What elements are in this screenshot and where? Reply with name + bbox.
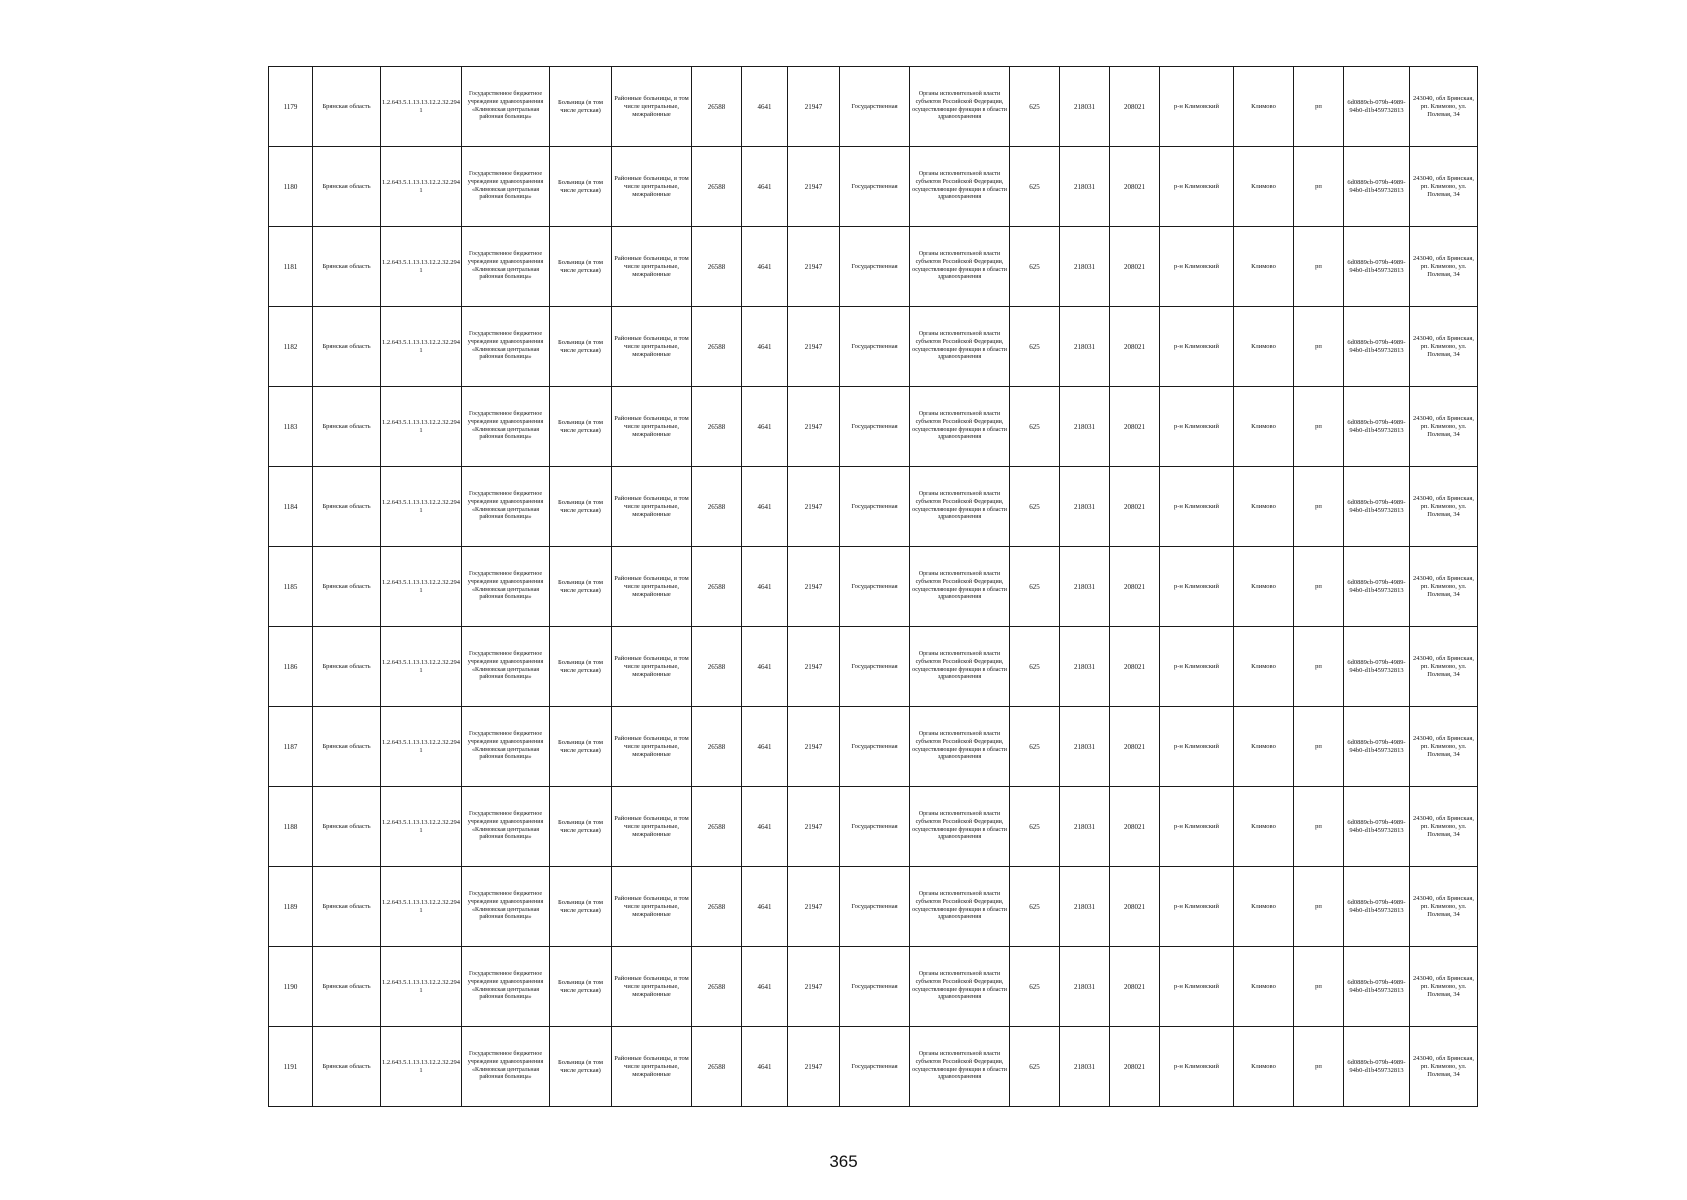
ownership-cell: Государственная xyxy=(840,627,910,707)
numeric-cell-4: 625 xyxy=(1010,1027,1060,1107)
numeric-cell-4: 625 xyxy=(1010,867,1060,947)
ownership-cell: Государственная xyxy=(840,67,910,147)
numeric-cell-1: 26588 xyxy=(692,227,742,307)
numeric-cell-2: 4641 xyxy=(742,947,788,1027)
organization-name-cell: Государственное бюджетное учреждение здравоохранения «Климовская центральная районная больница» xyxy=(462,307,550,387)
organization-name-cell: Государственное бюджетное учреждение здравоохранения «Климовская центральная районная больница» xyxy=(462,867,550,947)
numeric-cell-3: 21947 xyxy=(788,627,840,707)
facility-kind-cell: Больница (в том числе детская) xyxy=(550,147,612,227)
row-number: 1186 xyxy=(269,627,313,707)
address-cell: 243040, обл Брянская, рп. Климово, ул. Полевая, 34 xyxy=(1410,467,1478,547)
ownership-cell: Государственная xyxy=(840,387,910,467)
organization-name-cell: Государственное бюджетное учреждение здравоохранения «Климовская центральная районная больница» xyxy=(462,147,550,227)
authority-cell: Органы исполнительной власти субъектов Российской Федерации, осуществляющие функции в области здравоохранения xyxy=(910,467,1010,547)
numeric-cell-2: 4641 xyxy=(742,787,788,867)
guid-cell: 6d0889cb-079b-4989-94b0-d1b459732813 xyxy=(1344,147,1410,227)
numeric-cell-6: 208021 xyxy=(1110,387,1160,467)
numeric-cell-5: 218031 xyxy=(1060,387,1110,467)
facility-type-cell: Районные больницы, в том числе центральные, межрайонные xyxy=(612,1027,692,1107)
row-number: 1187 xyxy=(269,707,313,787)
ownership-cell: Государственная xyxy=(840,547,910,627)
table-row xyxy=(269,467,1478,547)
locality-cell: Климово xyxy=(1234,867,1294,947)
locality-type-cell: рп xyxy=(1294,547,1344,627)
table-row xyxy=(269,707,1478,787)
guid-cell: 6d0889cb-079b-4989-94b0-d1b459732813 xyxy=(1344,387,1410,467)
numeric-cell-1: 26588 xyxy=(692,387,742,467)
page-number: 365 xyxy=(829,1152,858,1171)
locality-type-cell: рп xyxy=(1294,947,1344,1027)
numeric-cell-2: 4641 xyxy=(742,147,788,227)
numeric-cell-4: 625 xyxy=(1010,627,1060,707)
locality-cell: Климово xyxy=(1234,547,1294,627)
numeric-cell-6: 208021 xyxy=(1110,947,1160,1027)
row-number: 1182 xyxy=(269,307,313,387)
facility-kind-cell: Больница (в том числе детская) xyxy=(550,787,612,867)
oid-code-cell: 1.2.643.5.1.13.13.12.2.32.294 1 xyxy=(381,307,462,387)
oid-code-cell: 1.2.643.5.1.13.13.12.2.32.294 1 xyxy=(381,867,462,947)
locality-type-cell: рп xyxy=(1294,707,1344,787)
numeric-cell-3: 21947 xyxy=(788,227,840,307)
locality-type-cell: рп xyxy=(1294,67,1344,147)
facility-kind-cell: Больница (в том числе детская) xyxy=(550,387,612,467)
guid-cell: 6d0889cb-079b-4989-94b0-d1b459732813 xyxy=(1344,307,1410,387)
numeric-cell-6: 208021 xyxy=(1110,707,1160,787)
guid-cell: 6d0889cb-079b-4989-94b0-d1b459732813 xyxy=(1344,627,1410,707)
guid-cell: 6d0889cb-079b-4989-94b0-d1b459732813 xyxy=(1344,67,1410,147)
oid-code-cell: 1.2.643.5.1.13.13.12.2.32.294 1 xyxy=(381,787,462,867)
region-cell: Брянская область xyxy=(313,147,381,227)
district-cell: р-н Климовский xyxy=(1160,547,1234,627)
region-cell: Брянская область xyxy=(313,707,381,787)
row-number: 1185 xyxy=(269,547,313,627)
authority-cell: Органы исполнительной власти субъектов Российской Федерации, осуществляющие функции в области здравоохранения xyxy=(910,1027,1010,1107)
numeric-cell-3: 21947 xyxy=(788,787,840,867)
region-cell: Брянская область xyxy=(313,67,381,147)
numeric-cell-2: 4641 xyxy=(742,867,788,947)
organization-name-cell: Государственное бюджетное учреждение здравоохранения «Климовская центральная районная больница» xyxy=(462,227,550,307)
guid-cell: 6d0889cb-079b-4989-94b0-d1b459732813 xyxy=(1344,707,1410,787)
ownership-cell: Государственная xyxy=(840,867,910,947)
numeric-cell-2: 4641 xyxy=(742,467,788,547)
organization-name-cell: Государственное бюджетное учреждение здравоохранения «Климовская центральная районная больница» xyxy=(462,947,550,1027)
organization-name-cell: Государственное бюджетное учреждение здравоохранения «Климовская центральная районная больница» xyxy=(462,67,550,147)
facility-kind-cell: Больница (в том числе детская) xyxy=(550,627,612,707)
region-cell: Брянская область xyxy=(313,947,381,1027)
registry-table xyxy=(268,66,1478,1107)
address-cell: 243040, обл Брянская, рп. Климово, ул. Полевая, 34 xyxy=(1410,627,1478,707)
district-cell: р-н Климовский xyxy=(1160,387,1234,467)
table-row xyxy=(269,947,1478,1027)
numeric-cell-1: 26588 xyxy=(692,707,742,787)
table-row xyxy=(269,307,1478,387)
address-cell: 243040, обл Брянская, рп. Климово, ул. Полевая, 34 xyxy=(1410,67,1478,147)
numeric-cell-1: 26588 xyxy=(692,147,742,227)
numeric-cell-6: 208021 xyxy=(1110,307,1160,387)
guid-cell: 6d0889cb-079b-4989-94b0-d1b459732813 xyxy=(1344,867,1410,947)
district-cell: р-н Климовский xyxy=(1160,627,1234,707)
authority-cell: Органы исполнительной власти субъектов Российской Федерации, осуществляющие функции в области здравоохранения xyxy=(910,307,1010,387)
region-cell: Брянская область xyxy=(313,307,381,387)
row-number: 1183 xyxy=(269,387,313,467)
facility-kind-cell: Больница (в том числе детская) xyxy=(550,707,612,787)
numeric-cell-1: 26588 xyxy=(692,67,742,147)
address-cell: 243040, обл Брянская, рп. Климово, ул. Полевая, 34 xyxy=(1410,147,1478,227)
authority-cell: Органы исполнительной власти субъектов Российской Федерации, осуществляющие функции в области здравоохранения xyxy=(910,787,1010,867)
locality-type-cell: рп xyxy=(1294,227,1344,307)
table-row xyxy=(269,67,1478,147)
locality-cell: Климово xyxy=(1234,67,1294,147)
numeric-cell-3: 21947 xyxy=(788,67,840,147)
numeric-cell-4: 625 xyxy=(1010,147,1060,227)
numeric-cell-5: 218031 xyxy=(1060,787,1110,867)
numeric-cell-3: 21947 xyxy=(788,147,840,227)
oid-code-cell: 1.2.643.5.1.13.13.12.2.32.294 1 xyxy=(381,227,462,307)
numeric-cell-3: 21947 xyxy=(788,707,840,787)
facility-type-cell: Районные больницы, в том числе центральные, межрайонные xyxy=(612,947,692,1027)
district-cell: р-н Климовский xyxy=(1160,467,1234,547)
numeric-cell-5: 218031 xyxy=(1060,947,1110,1027)
row-number: 1190 xyxy=(269,947,313,1027)
organization-name-cell: Государственное бюджетное учреждение здравоохранения «Климовская центральная районная больница» xyxy=(462,627,550,707)
locality-cell: Климово xyxy=(1234,387,1294,467)
facility-kind-cell: Больница (в том числе детская) xyxy=(550,467,612,547)
numeric-cell-4: 625 xyxy=(1010,227,1060,307)
locality-cell: Климово xyxy=(1234,307,1294,387)
ownership-cell: Государственная xyxy=(840,947,910,1027)
authority-cell: Органы исполнительной власти субъектов Российской Федерации, осуществляющие функции в области здравоохранения xyxy=(910,947,1010,1027)
numeric-cell-4: 625 xyxy=(1010,467,1060,547)
district-cell: р-н Климовский xyxy=(1160,947,1234,1027)
ownership-cell: Государственная xyxy=(840,467,910,547)
locality-type-cell: рп xyxy=(1294,147,1344,227)
address-cell: 243040, обл Брянская, рп. Климово, ул. Полевая, 34 xyxy=(1410,1027,1478,1107)
facility-kind-cell: Больница (в том числе детская) xyxy=(550,867,612,947)
ownership-cell: Государственная xyxy=(840,147,910,227)
table-row xyxy=(269,227,1478,307)
locality-type-cell: рп xyxy=(1294,1027,1344,1107)
address-cell: 243040, обл Брянская, рп. Климово, ул. Полевая, 34 xyxy=(1410,387,1478,467)
locality-cell: Климово xyxy=(1234,147,1294,227)
guid-cell: 6d0889cb-079b-4989-94b0-d1b459732813 xyxy=(1344,1027,1410,1107)
organization-name-cell: Государственное бюджетное учреждение здравоохранения «Климовская центральная районная больница» xyxy=(462,467,550,547)
facility-type-cell: Районные больницы, в том числе центральные, межрайонные xyxy=(612,307,692,387)
district-cell: р-н Климовский xyxy=(1160,787,1234,867)
locality-cell: Климово xyxy=(1234,627,1294,707)
ownership-cell: Государственная xyxy=(840,307,910,387)
numeric-cell-1: 26588 xyxy=(692,307,742,387)
numeric-cell-2: 4641 xyxy=(742,67,788,147)
numeric-cell-4: 625 xyxy=(1010,707,1060,787)
guid-cell: 6d0889cb-079b-4989-94b0-d1b459732813 xyxy=(1344,467,1410,547)
facility-kind-cell: Больница (в том числе детская) xyxy=(550,307,612,387)
numeric-cell-2: 4641 xyxy=(742,627,788,707)
facility-type-cell: Районные больницы, в том числе центральные, межрайонные xyxy=(612,707,692,787)
locality-cell: Климово xyxy=(1234,1027,1294,1107)
facility-kind-cell: Больница (в том числе детская) xyxy=(550,1027,612,1107)
oid-code-cell: 1.2.643.5.1.13.13.12.2.32.294 1 xyxy=(381,627,462,707)
table-row xyxy=(269,867,1478,947)
numeric-cell-4: 625 xyxy=(1010,547,1060,627)
numeric-cell-6: 208021 xyxy=(1110,787,1160,867)
district-cell: р-н Климовский xyxy=(1160,227,1234,307)
row-number: 1180 xyxy=(269,147,313,227)
locality-cell: Климово xyxy=(1234,947,1294,1027)
facility-type-cell: Районные больницы, в том числе центральные, межрайонные xyxy=(612,387,692,467)
numeric-cell-3: 21947 xyxy=(788,307,840,387)
region-cell: Брянская область xyxy=(313,787,381,867)
numeric-cell-1: 26588 xyxy=(692,627,742,707)
numeric-cell-5: 218031 xyxy=(1060,627,1110,707)
authority-cell: Органы исполнительной власти субъектов Российской Федерации, осуществляющие функции в области здравоохранения xyxy=(910,707,1010,787)
numeric-cell-2: 4641 xyxy=(742,547,788,627)
numeric-cell-6: 208021 xyxy=(1110,467,1160,547)
oid-code-cell: 1.2.643.5.1.13.13.12.2.32.294 1 xyxy=(381,467,462,547)
oid-code-cell: 1.2.643.5.1.13.13.12.2.32.294 1 xyxy=(381,67,462,147)
facility-kind-cell: Больница (в том числе детская) xyxy=(550,947,612,1027)
row-number: 1191 xyxy=(269,1027,313,1107)
locality-type-cell: рп xyxy=(1294,387,1344,467)
numeric-cell-5: 218031 xyxy=(1060,227,1110,307)
numeric-cell-5: 218031 xyxy=(1060,467,1110,547)
numeric-cell-1: 26588 xyxy=(692,867,742,947)
locality-type-cell: рп xyxy=(1294,467,1344,547)
district-cell: р-н Климовский xyxy=(1160,867,1234,947)
locality-cell: Климово xyxy=(1234,227,1294,307)
numeric-cell-4: 625 xyxy=(1010,387,1060,467)
oid-code-cell: 1.2.643.5.1.13.13.12.2.32.294 1 xyxy=(381,1027,462,1107)
numeric-cell-3: 21947 xyxy=(788,867,840,947)
row-number: 1179 xyxy=(269,67,313,147)
address-cell: 243040, обл Брянская, рп. Климово, ул. Полевая, 34 xyxy=(1410,707,1478,787)
numeric-cell-5: 218031 xyxy=(1060,147,1110,227)
numeric-cell-1: 26588 xyxy=(692,1027,742,1107)
facility-kind-cell: Больница (в том числе детская) xyxy=(550,547,612,627)
facility-type-cell: Районные больницы, в том числе центральные, межрайонные xyxy=(612,867,692,947)
numeric-cell-6: 208021 xyxy=(1110,867,1160,947)
address-cell: 243040, обл Брянская, рп. Климово, ул. Полевая, 34 xyxy=(1410,947,1478,1027)
address-cell: 243040, обл Брянская, рп. Климово, ул. Полевая, 34 xyxy=(1410,787,1478,867)
facility-kind-cell: Больница (в том числе детская) xyxy=(550,67,612,147)
oid-code-cell: 1.2.643.5.1.13.13.12.2.32.294 1 xyxy=(381,947,462,1027)
address-cell: 243040, обл Брянская, рп. Климово, ул. Полевая, 34 xyxy=(1410,547,1478,627)
organization-name-cell: Государственное бюджетное учреждение здравоохранения «Климовская центральная районная больница» xyxy=(462,707,550,787)
ownership-cell: Государственная xyxy=(840,227,910,307)
address-cell: 243040, обл Брянская, рп. Климово, ул. Полевая, 34 xyxy=(1410,227,1478,307)
facility-type-cell: Районные больницы, в том числе центральные, межрайонные xyxy=(612,227,692,307)
facility-type-cell: Районные больницы, в том числе центральные, межрайонные xyxy=(612,547,692,627)
numeric-cell-1: 26588 xyxy=(692,947,742,1027)
locality-type-cell: рп xyxy=(1294,307,1344,387)
oid-code-cell: 1.2.643.5.1.13.13.12.2.32.294 1 xyxy=(381,147,462,227)
numeric-cell-3: 21947 xyxy=(788,547,840,627)
locality-type-cell: рп xyxy=(1294,787,1344,867)
numeric-cell-3: 21947 xyxy=(788,1027,840,1107)
numeric-cell-4: 625 xyxy=(1010,947,1060,1027)
numeric-cell-2: 4641 xyxy=(742,307,788,387)
locality-cell: Климово xyxy=(1234,787,1294,867)
district-cell: р-н Климовский xyxy=(1160,307,1234,387)
region-cell: Брянская область xyxy=(313,227,381,307)
numeric-cell-3: 21947 xyxy=(788,947,840,1027)
facility-type-cell: Районные больницы, в том числе центральные, межрайонные xyxy=(612,67,692,147)
authority-cell: Органы исполнительной власти субъектов Российской Федерации, осуществляющие функции в области здравоохранения xyxy=(910,387,1010,467)
oid-code-cell: 1.2.643.5.1.13.13.12.2.32.294 1 xyxy=(381,547,462,627)
address-cell: 243040, обл Брянская, рп. Климово, ул. Полевая, 34 xyxy=(1410,867,1478,947)
guid-cell: 6d0889cb-079b-4989-94b0-d1b459732813 xyxy=(1344,227,1410,307)
district-cell: р-н Климовский xyxy=(1160,67,1234,147)
region-cell: Брянская область xyxy=(313,547,381,627)
guid-cell: 6d0889cb-079b-4989-94b0-d1b459732813 xyxy=(1344,787,1410,867)
guid-cell: 6d0889cb-079b-4989-94b0-d1b459732813 xyxy=(1344,547,1410,627)
numeric-cell-5: 218031 xyxy=(1060,67,1110,147)
numeric-cell-4: 625 xyxy=(1010,307,1060,387)
district-cell: р-н Климовский xyxy=(1160,1027,1234,1107)
locality-type-cell: рп xyxy=(1294,867,1344,947)
authority-cell: Органы исполнительной власти субъектов Российской Федерации, осуществляющие функции в области здравоохранения xyxy=(910,547,1010,627)
row-number: 1184 xyxy=(269,467,313,547)
table-row xyxy=(269,547,1478,627)
numeric-cell-5: 218031 xyxy=(1060,707,1110,787)
region-cell: Брянская область xyxy=(313,387,381,467)
numeric-cell-4: 625 xyxy=(1010,67,1060,147)
table-row xyxy=(269,627,1478,707)
table-row xyxy=(269,387,1478,467)
region-cell: Брянская область xyxy=(313,627,381,707)
authority-cell: Органы исполнительной власти субъектов Российской Федерации, осуществляющие функции в области здравоохранения xyxy=(910,867,1010,947)
numeric-cell-5: 218031 xyxy=(1060,547,1110,627)
ownership-cell: Государственная xyxy=(840,787,910,867)
facility-type-cell: Районные больницы, в том числе центральные, межрайонные xyxy=(612,627,692,707)
authority-cell: Органы исполнительной власти субъектов Российской Федерации, осуществляющие функции в области здравоохранения xyxy=(910,67,1010,147)
numeric-cell-6: 208021 xyxy=(1110,627,1160,707)
organization-name-cell: Государственное бюджетное учреждение здравоохранения «Климовская центральная районная больница» xyxy=(462,547,550,627)
numeric-cell-1: 26588 xyxy=(692,547,742,627)
locality-cell: Климово xyxy=(1234,707,1294,787)
organization-name-cell: Государственное бюджетное учреждение здравоохранения «Климовская центральная районная больница» xyxy=(462,1027,550,1107)
numeric-cell-2: 4641 xyxy=(742,1027,788,1107)
row-number: 1189 xyxy=(269,867,313,947)
numeric-cell-6: 208021 xyxy=(1110,147,1160,227)
facility-type-cell: Районные больницы, в том числе центральные, межрайонные xyxy=(612,147,692,227)
organization-name-cell: Государственное бюджетное учреждение здравоохранения «Климовская центральная районная больница» xyxy=(462,387,550,467)
district-cell: р-н Климовский xyxy=(1160,147,1234,227)
organization-name-cell: Государственное бюджетное учреждение здравоохранения «Климовская центральная районная больница» xyxy=(462,787,550,867)
numeric-cell-3: 21947 xyxy=(788,387,840,467)
numeric-cell-6: 208021 xyxy=(1110,227,1160,307)
region-cell: Брянская область xyxy=(313,467,381,547)
numeric-cell-2: 4641 xyxy=(742,227,788,307)
authority-cell: Органы исполнительной власти субъектов Российской Федерации, осуществляющие функции в области здравоохранения xyxy=(910,627,1010,707)
numeric-cell-6: 208021 xyxy=(1110,1027,1160,1107)
numeric-cell-6: 208021 xyxy=(1110,67,1160,147)
numeric-cell-1: 26588 xyxy=(692,787,742,867)
numeric-cell-5: 218031 xyxy=(1060,867,1110,947)
region-cell: Брянская область xyxy=(313,867,381,947)
numeric-cell-2: 4641 xyxy=(742,707,788,787)
table-row xyxy=(269,147,1478,227)
numeric-cell-6: 208021 xyxy=(1110,547,1160,627)
numeric-cell-1: 26588 xyxy=(692,467,742,547)
authority-cell: Органы исполнительной власти субъектов Российской Федерации, осуществляющие функции в области здравоохранения xyxy=(910,147,1010,227)
oid-code-cell: 1.2.643.5.1.13.13.12.2.32.294 1 xyxy=(381,707,462,787)
address-cell: 243040, обл Брянская, рп. Климово, ул. Полевая, 34 xyxy=(1410,307,1478,387)
row-number: 1181 xyxy=(269,227,313,307)
row-number: 1188 xyxy=(269,787,313,867)
table-row xyxy=(269,1027,1478,1107)
ownership-cell: Государственная xyxy=(840,1027,910,1107)
district-cell: р-н Климовский xyxy=(1160,707,1234,787)
locality-type-cell: рп xyxy=(1294,627,1344,707)
numeric-cell-4: 625 xyxy=(1010,787,1060,867)
oid-code-cell: 1.2.643.5.1.13.13.12.2.32.294 1 xyxy=(381,387,462,467)
table-body xyxy=(269,67,1478,1107)
facility-type-cell: Районные больницы, в том числе центральные, межрайонные xyxy=(612,467,692,547)
table-row xyxy=(269,787,1478,867)
numeric-cell-5: 218031 xyxy=(1060,1027,1110,1107)
numeric-cell-3: 21947 xyxy=(788,467,840,547)
facility-kind-cell: Больница (в том числе детская) xyxy=(550,227,612,307)
facility-type-cell: Районные больницы, в том числе центральные, межрайонные xyxy=(612,787,692,867)
numeric-cell-5: 218031 xyxy=(1060,307,1110,387)
locality-cell: Климово xyxy=(1234,467,1294,547)
numeric-cell-2: 4641 xyxy=(742,387,788,467)
guid-cell: 6d0889cb-079b-4989-94b0-d1b459732813 xyxy=(1344,947,1410,1027)
ownership-cell: Государственная xyxy=(840,707,910,787)
region-cell: Брянская область xyxy=(313,1027,381,1107)
authority-cell: Органы исполнительной власти субъектов Российской Федерации, осуществляющие функции в области здравоохранения xyxy=(910,227,1010,307)
